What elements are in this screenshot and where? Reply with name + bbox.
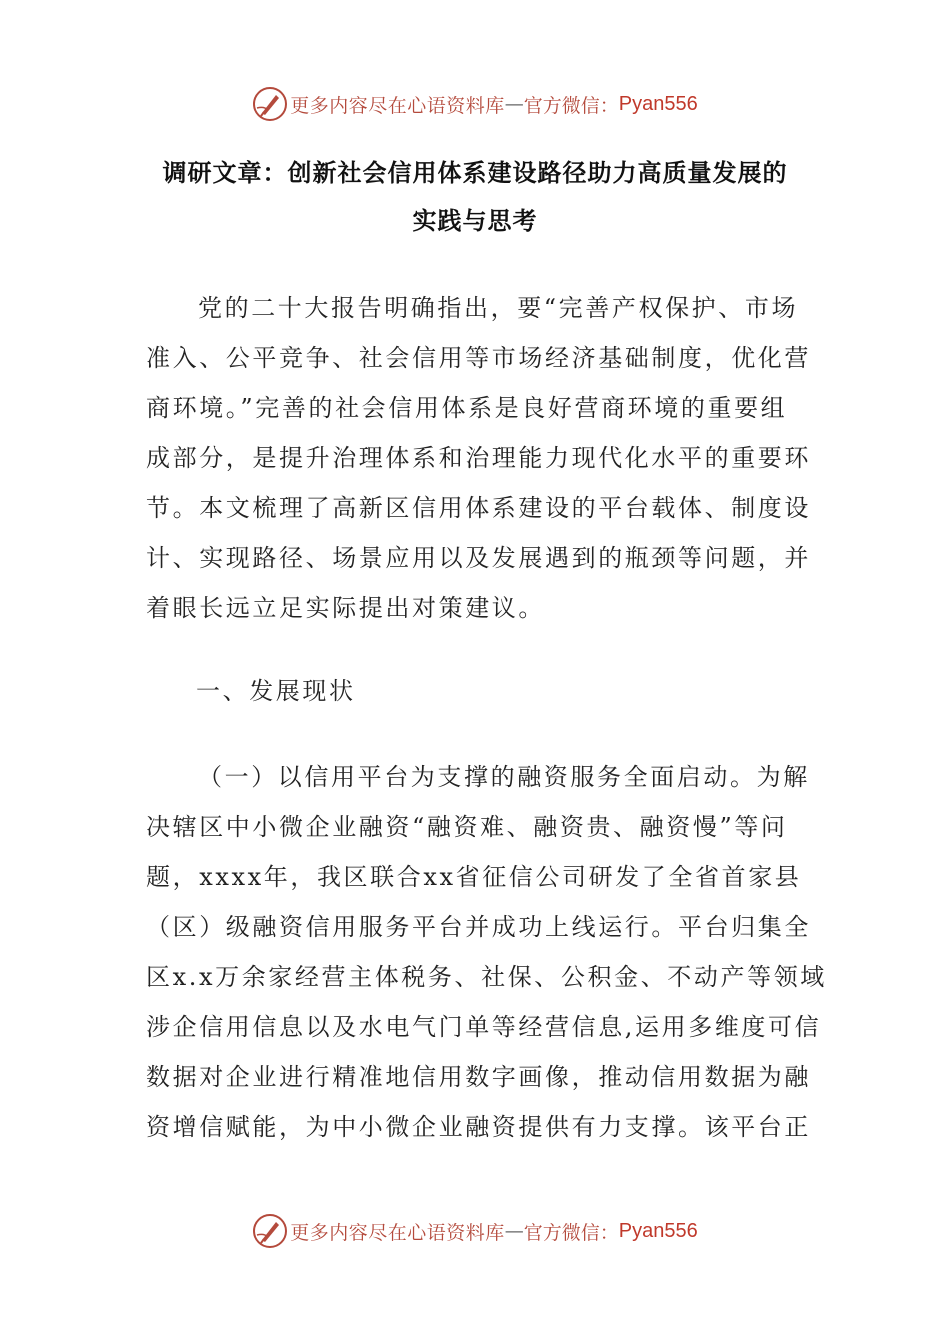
text-line: （一）以信用平台为支撑的融资服务全面启动。为解 [198,763,810,791]
text-line: 商环境。”完善的社会信用体系是良好营商环境的重要组 [146,394,788,422]
section-heading: 一、发展现状 [196,677,356,705]
text-line: 区x.x万余家经营主体税务、社保、公积金、不动产等领域 [146,963,827,991]
text-line: 计、实现路径、场景应用以及发展遇到的瓶颈等问题，并 [146,544,811,572]
document-title-line-2: 实践与思考 [412,206,538,235]
text-line: （区）级融资信用服务平台并成功上线运行。平台归集全 [146,913,811,941]
text-line: 资增信赋能，为中小微企业融资提供有力支撑。该平台正 [146,1113,811,1141]
document-title-line-1: 调研文章：创新社会信用体系建设路径助力高质量发展的 [162,158,788,187]
banner-wechat-label: 官方微信： [523,94,619,117]
section-1-paragraph [146,752,827,1152]
footer-banner [0,1211,950,1251]
text-line: 涉企信用信息以及水电气门单等经营信息,运用多维度可信 [146,1013,822,1041]
banner-text: 更多内容尽在心语资料库 [290,1221,505,1244]
text-line: 党的二十大报告明确指出，要“完善产权保护、市场 [198,294,799,322]
banner-wechat-id: Pyan556 [618,1219,698,1242]
text-line: 题，xxxx年，我区联合xx省征信公司研发了全省首家县 [146,863,802,891]
banner-text: 更多内容尽在心语资料库 [290,94,505,117]
text-line: 决辖区中小微企业融资“融资难、融资贵、融资慢”等问 [146,813,788,841]
quill-logo-icon [252,1213,288,1249]
header-banner [0,84,950,124]
text-line: 准入、公平竞争、社会信用等市场经济基础制度，优化营 [146,344,811,372]
banner-separator: — [504,93,524,115]
banner-wechat-id: Pyan556 [618,92,698,115]
text-line: 着眼长远立足实际提出对策建议。 [146,594,545,622]
quill-logo-icon [252,86,288,122]
text-line: 成部分，是提升治理体系和治理能力现代化水平的重要环 [146,444,811,472]
intro-paragraph [146,283,811,633]
banner-separator: — [504,1220,524,1242]
text-line: 数据对企业进行精准地信用数字画像，推动信用数据为融 [146,1063,811,1091]
banner-wechat-label: 官方微信： [523,1221,619,1244]
text-line: 节。本文梳理了高新区信用体系建设的平台载体、制度设 [146,494,811,522]
